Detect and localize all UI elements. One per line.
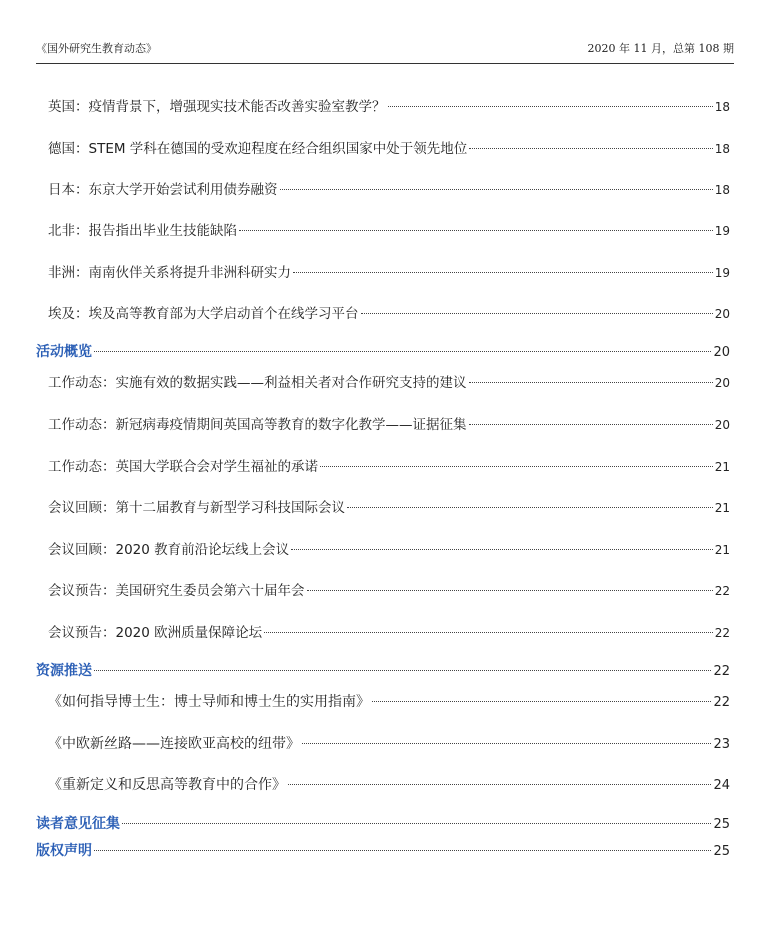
toc-entry-label: 《中欧新丝路——连接欧亚高校的纽带》	[48, 736, 300, 752]
toc-section-label: 版权声明	[36, 843, 92, 859]
toc-leader-dots	[94, 669, 711, 671]
toc-entry[interactable]	[48, 580, 730, 602]
toc-leader-dots	[293, 271, 713, 273]
toc-leader-dots	[469, 147, 712, 149]
toc-entry-page: 21	[714, 460, 730, 474]
toc-entry[interactable]	[48, 179, 730, 201]
toc-entry-page: 18	[714, 183, 730, 197]
toc-entry-page: 23	[713, 737, 730, 752]
toc-entry[interactable]	[48, 414, 730, 436]
toc-section-heading[interactable]	[36, 840, 730, 862]
toc-entry-page: 24	[713, 778, 730, 793]
toc-section-label: 活动概览	[36, 344, 92, 360]
toc-entry[interactable]	[48, 96, 730, 118]
toc-section-page: 20	[713, 345, 730, 360]
toc-section-page: 25	[713, 844, 730, 859]
toc-entry-label: 非洲：南南伙伴关系将提升非洲科研实力	[48, 265, 291, 281]
toc-section-heading[interactable]	[36, 813, 730, 835]
toc-leader-dots	[469, 381, 713, 383]
toc-leader-dots	[307, 589, 713, 591]
toc-entry-label: 会议预告：美国研究生委员会第六十届年会	[48, 583, 305, 599]
toc-entry-page: 20	[714, 418, 730, 432]
toc-entry[interactable]	[48, 733, 730, 755]
toc-entry-page: 19	[714, 224, 730, 238]
toc-section-label: 读者意见征集	[36, 816, 120, 832]
toc-entry-label: 会议回顾：2020 教育前沿论坛线上会议	[48, 542, 290, 558]
toc-section-heading[interactable]	[36, 660, 730, 682]
toc-entry-page: 18	[714, 100, 730, 114]
toc-leader-dots	[280, 188, 713, 190]
toc-section-heading[interactable]	[36, 341, 730, 363]
toc-entry-page: 19	[714, 266, 730, 280]
toc-entry[interactable]	[48, 372, 730, 394]
toc-entry-page: 22	[713, 695, 730, 710]
toc-leader-dots	[347, 506, 713, 508]
toc-entry-page: 21	[714, 501, 730, 515]
toc-entry-label: 会议回顾：第十二届教育与新型学习科技国际会议	[48, 500, 345, 516]
toc-entry-page: 18	[714, 142, 730, 156]
toc-leader-dots	[361, 312, 713, 314]
toc-entry-page: 21	[714, 543, 730, 557]
toc-entry-label: 工作动态：新冠病毒疫情期间英国高等教育的数字化教学——证据征集	[48, 417, 467, 433]
toc-entry-label: 日本：东京大学开始尝试利用债券融资	[48, 182, 278, 198]
toc-entry-page: 22	[714, 626, 730, 640]
page-header	[36, 40, 734, 60]
toc-leader-dots	[94, 350, 711, 352]
toc-leader-dots	[122, 822, 711, 824]
toc-leader-dots	[469, 423, 713, 425]
toc-entry[interactable]	[48, 691, 730, 713]
toc-entry-label: 会议预告：2020 欧洲质量保障论坛	[48, 625, 263, 641]
toc-entry-label: 英国：疫情背景下，增强现实技术能否改善实验室教学？	[48, 99, 386, 115]
toc-entry[interactable]	[48, 456, 730, 478]
toc-entry[interactable]	[48, 497, 730, 519]
toc-entry-label: 德国：STEM 学科在德国的受欢迎程度在经合组织国家中处于领先地位	[48, 141, 468, 157]
toc-leader-dots	[302, 742, 711, 744]
toc-leader-dots	[288, 783, 711, 785]
toc-entry-label: 工作动态：英国大学联合会对学生福祉的承诺	[48, 459, 318, 475]
toc-leader-dots	[320, 465, 713, 467]
toc-entry-label: 《如何指导博士生：博士导师和博士生的实用指南》	[48, 694, 370, 710]
toc-leader-dots	[372, 700, 711, 702]
toc-leader-dots	[94, 849, 711, 851]
toc-leader-dots	[388, 105, 713, 107]
toc-entry[interactable]	[48, 622, 730, 644]
toc-entry[interactable]	[48, 539, 730, 561]
toc-section-page: 22	[713, 664, 730, 679]
toc-leader-dots	[291, 548, 713, 550]
toc-entry[interactable]	[48, 262, 730, 284]
toc-entry-label: 《重新定义和反思高等教育中的合作》	[48, 777, 286, 793]
toc-entry[interactable]	[48, 774, 730, 796]
toc-entry-page: 20	[714, 307, 730, 321]
header-divider	[36, 63, 734, 64]
toc-entry-label: 北非：报告指出毕业生技能缺陷	[48, 223, 237, 239]
toc-entry[interactable]	[48, 138, 730, 160]
toc-entry-label: 埃及：埃及高等教育部为大学启动首个在线学习平台	[48, 306, 359, 322]
toc-section-page: 25	[713, 817, 730, 832]
toc-entry-page: 22	[714, 584, 730, 598]
toc-leader-dots	[239, 229, 713, 231]
issue-info: 2020 年 11 月，总第 108 期	[587, 42, 734, 55]
toc-entry-page: 20	[714, 376, 730, 390]
publication-title: 《国外研究生教育动态》	[36, 42, 157, 55]
toc-entry-label: 工作动态：实施有效的数据实践——利益相关者对合作研究支持的建议	[48, 375, 467, 391]
toc-entry[interactable]	[48, 303, 730, 325]
toc-section-label: 资源推送	[36, 663, 92, 679]
toc-entry[interactable]	[48, 220, 730, 242]
toc-leader-dots	[264, 631, 713, 633]
